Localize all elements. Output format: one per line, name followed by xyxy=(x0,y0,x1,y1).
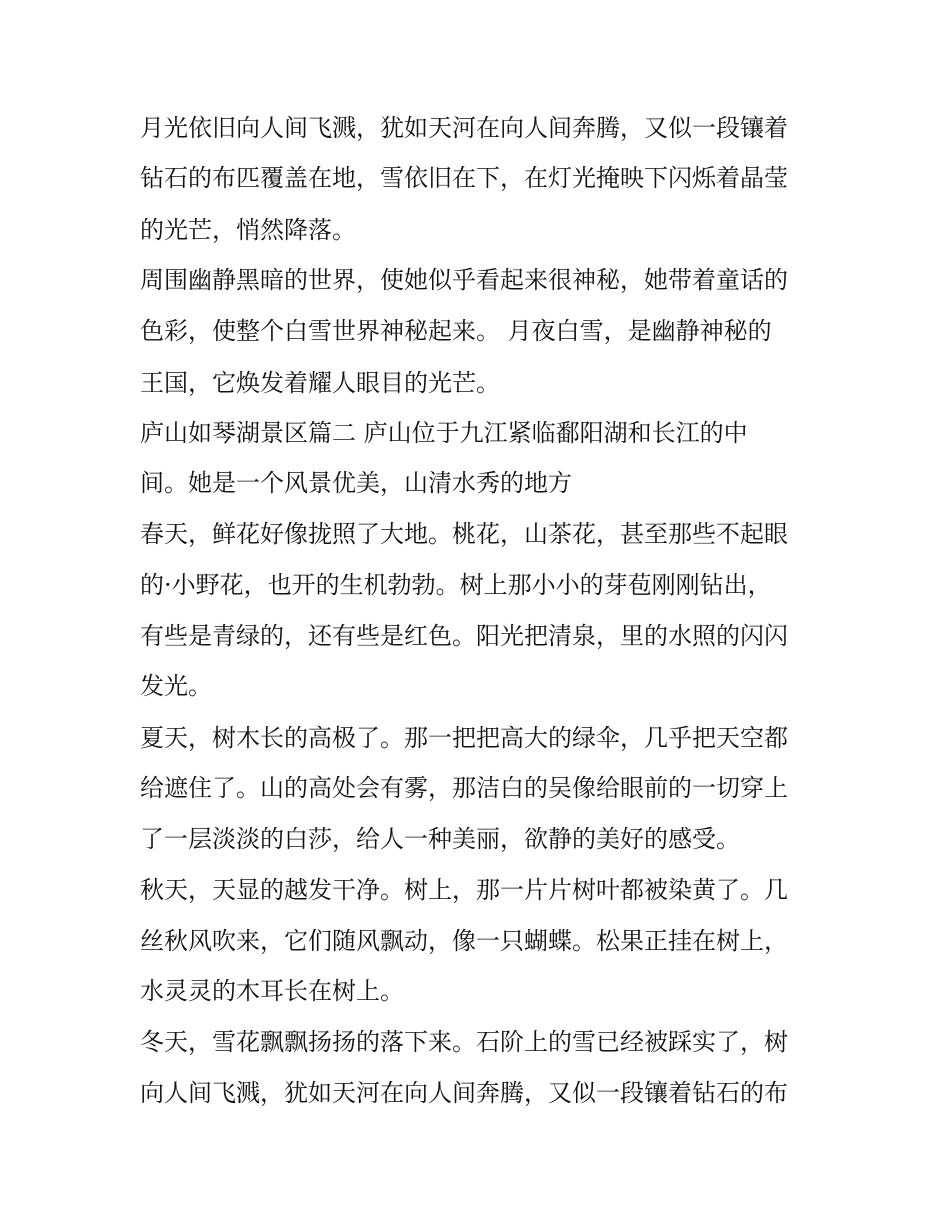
text-line: 水灵灵的木耳长在树上。 xyxy=(140,977,404,1005)
text-line: 王国，它焕发着耀人眼目的光芒。 xyxy=(140,369,500,397)
text-line: 周围幽静黑暗的世界，使她似乎看起来很神秘，她带着童话的 xyxy=(140,266,788,294)
text-line: 有些是青绿的，还有些是红色。阳光把清泉，里的水照的闪闪 xyxy=(140,622,788,650)
text-line: 钻石的布匹覆盖在地，雪依旧在下，在灯光掩映下闪烁着晶莹 xyxy=(140,164,788,192)
text-line: 的·小野花，也开的生机勃勃。树上那小小的芽苞刚刚钻出， xyxy=(140,571,772,599)
text-line: 色彩，使整个白雪世界神秘起来。 月夜白雪，是幽静神秘的 xyxy=(140,317,772,345)
text-line: 月光依旧向人间飞溅，犹如天河在向人间奔腾，又似一段镶着 xyxy=(140,114,788,142)
text-line: 的光芒，悄然降落。 xyxy=(140,216,356,244)
text-line: 发光。 xyxy=(140,672,212,700)
text-line: 间。她是一个风景优美，山清水秀的地方 xyxy=(140,469,572,497)
text-line: 给遮住了。山的高处会有雾，那洁白的吴像给眼前的一切穿上 xyxy=(140,774,788,802)
text-line: 庐山如琴湖景区篇二 庐山位于九江紧临鄱阳湖和长江的中 xyxy=(140,419,748,447)
text-line: 夏天，树木长的高极了。那一把把高大的绿伞，几乎把天空都 xyxy=(140,724,788,752)
text-line: 春天，鲜花好像拢照了大地。桃花，山茶花，甚至那些不起眼 xyxy=(140,520,788,548)
text-line: 冬天，雪花飘飘扬扬的落下来。石阶上的雪已经被踩实了，树 xyxy=(140,1028,788,1056)
text-line: 了一层淡淡的白莎，给人一种美丽，欲静的美好的感受。 xyxy=(140,825,740,853)
text-line: 丝秋风吹来，它们随风飘动，像一只蝴蝶。松果正挂在树上， xyxy=(140,927,788,955)
text-line: 向人间飞溅，犹如天河在向人间奔腾，又似一段镶着钻石的布 xyxy=(140,1079,788,1107)
text-line: 秋天，天显的越发干净。树上，那一片片树叶都被染黄了。几 xyxy=(140,876,788,904)
